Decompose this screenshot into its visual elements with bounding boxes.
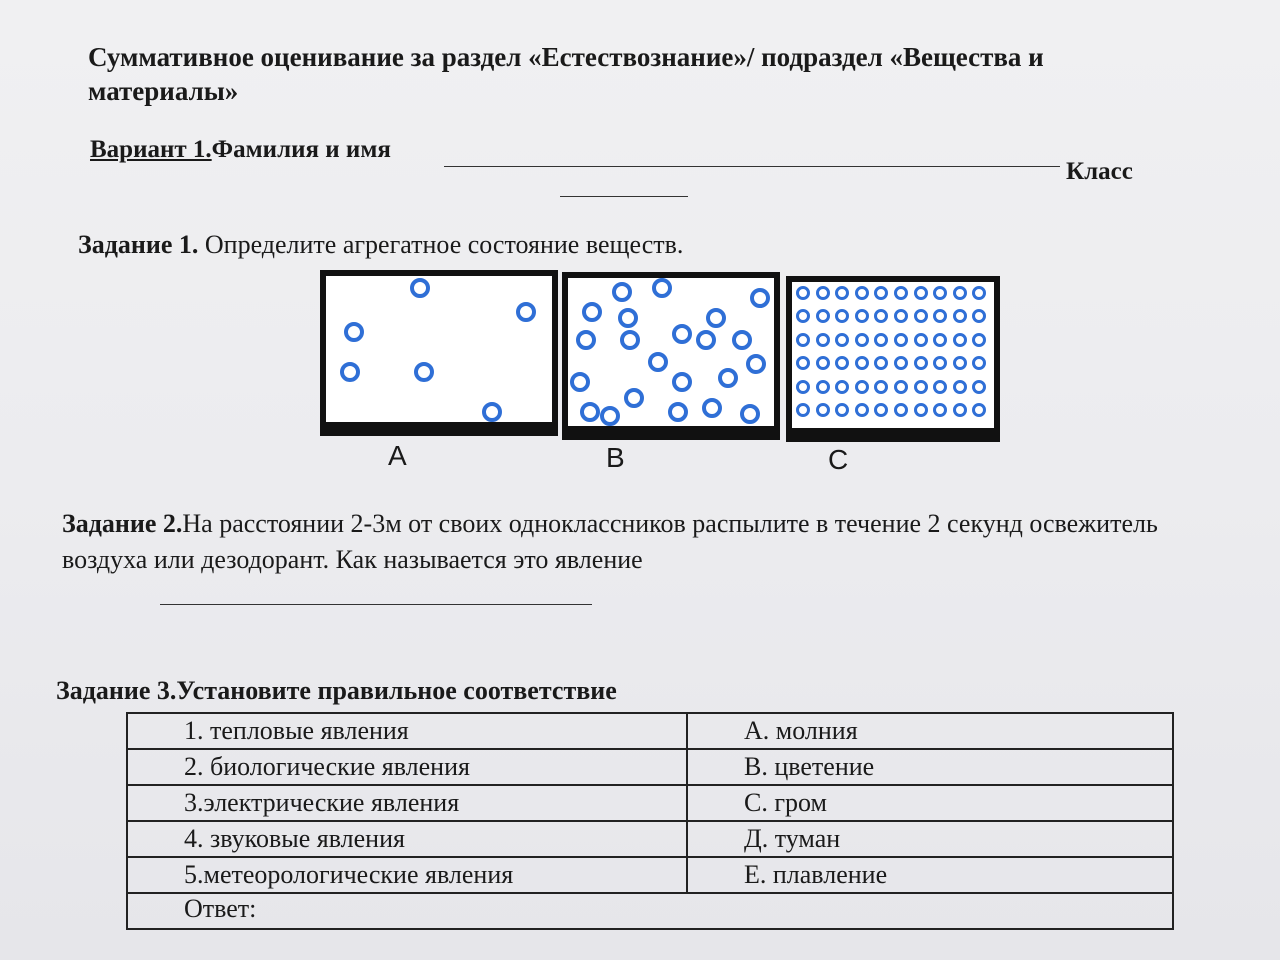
table-cell-right: А. молния (687, 713, 1173, 749)
page-title (88, 40, 1044, 108)
matching-table (126, 712, 1174, 930)
particle-box-gas (320, 270, 558, 436)
answer-input-line[interactable] (160, 604, 592, 605)
particle (874, 356, 888, 370)
particle (620, 330, 640, 350)
particle (914, 380, 928, 394)
particle (894, 286, 908, 300)
title-line-2: материалы» (88, 76, 239, 106)
particle (672, 372, 692, 392)
particle (914, 286, 928, 300)
particle (796, 356, 810, 370)
particle (953, 403, 967, 417)
particle (570, 372, 590, 392)
particle (718, 368, 738, 388)
particle (835, 356, 849, 370)
particle (874, 333, 888, 347)
particle (874, 380, 888, 394)
table-row (127, 857, 1173, 893)
particle (914, 309, 928, 323)
particle (953, 356, 967, 370)
particle (835, 286, 849, 300)
task-2-label: Задание 2. (62, 509, 183, 538)
box-label-b: В (606, 442, 625, 473)
particle (953, 333, 967, 347)
particle (855, 403, 869, 417)
table-row (127, 749, 1173, 785)
particle (702, 398, 722, 418)
name-input-line[interactable] (444, 166, 1060, 167)
table-row (127, 821, 1173, 857)
table-cell-right: С. гром (687, 785, 1173, 821)
particle (835, 309, 849, 323)
table-row (127, 713, 1173, 749)
table-cell-left: 1. тепловые явления (127, 713, 687, 749)
particle (816, 403, 830, 417)
particle (482, 402, 502, 422)
particle (953, 380, 967, 394)
particle (972, 356, 986, 370)
particle (972, 286, 986, 300)
particle (894, 309, 908, 323)
student-info (90, 136, 391, 164)
particle (835, 403, 849, 417)
particle (796, 403, 810, 417)
particle (410, 278, 430, 298)
box-label-c: С (828, 444, 849, 475)
particle (855, 380, 869, 394)
task-3 (56, 676, 617, 706)
particle (855, 333, 869, 347)
task-2-text: На расстоянии 2-3м от своих одноклассников распылите в течение 2 секунд освежитель воздуха или дезодорант. Как называется это явление (62, 509, 1158, 574)
table-cell-left: 4. звуковые явления (127, 821, 687, 857)
particle (672, 324, 692, 344)
particle (972, 333, 986, 347)
particle (652, 278, 672, 298)
particle (696, 330, 716, 350)
particle (576, 330, 596, 350)
particle (612, 282, 632, 302)
particle (874, 309, 888, 323)
particle (816, 356, 830, 370)
particle (816, 309, 830, 323)
table-row (127, 785, 1173, 821)
particle (914, 403, 928, 417)
particle (894, 333, 908, 347)
particle (835, 380, 849, 394)
particle (740, 404, 760, 424)
particle (750, 288, 770, 308)
particle (796, 286, 810, 300)
particle (746, 354, 766, 374)
name-label: Фамилия и имя (211, 136, 391, 163)
title-line-1: Суммативное оценивание за раздел «Естествознание»/ подраздел «Вещества и (88, 42, 1044, 72)
particle (933, 380, 947, 394)
task-1-text: Определите агрегатное состояние веществ. (204, 230, 684, 259)
particle (953, 309, 967, 323)
particle (816, 333, 830, 347)
task-1-label: Задание 1. (78, 230, 199, 259)
class-label: Класс (1066, 158, 1133, 185)
particle (874, 286, 888, 300)
variant-label: Вариант 1. (90, 136, 212, 163)
task-3-label: Задание 3. (56, 676, 177, 705)
particle (796, 309, 810, 323)
particle (835, 333, 849, 347)
particle (816, 286, 830, 300)
answer-label[interactable]: Ответ: (127, 893, 1173, 929)
particle (706, 308, 726, 328)
particle (516, 302, 536, 322)
particle (972, 380, 986, 394)
particle (855, 286, 869, 300)
particle (668, 402, 688, 422)
particle (894, 403, 908, 417)
task-1 (78, 230, 683, 260)
particle (580, 402, 600, 422)
particle (816, 380, 830, 394)
particle (933, 356, 947, 370)
particle (855, 309, 869, 323)
particle (340, 362, 360, 382)
particle (972, 309, 986, 323)
class-input-line[interactable] (560, 196, 688, 197)
particle (914, 333, 928, 347)
particle (796, 380, 810, 394)
particle (933, 286, 947, 300)
answer-row[interactable] (127, 893, 1173, 929)
table-cell-left: 3.электрические явления (127, 785, 687, 821)
task-2 (62, 506, 1162, 578)
particle-box-solid (786, 276, 1000, 442)
particle (874, 403, 888, 417)
box-label-a: А (388, 440, 407, 471)
particle (414, 362, 434, 382)
particle (344, 322, 364, 342)
table-cell-left: 2. биологические явления (127, 749, 687, 785)
particle (933, 333, 947, 347)
particle (972, 403, 986, 417)
table-cell-right: Е. плавление (687, 857, 1173, 893)
particle (953, 286, 967, 300)
task-3-text: Установите правильное соответствие (176, 676, 617, 705)
particle (582, 302, 602, 322)
particle (914, 356, 928, 370)
table-cell-right: Д. туман (687, 821, 1173, 857)
particle (600, 406, 620, 426)
particle (855, 356, 869, 370)
particle (648, 352, 668, 372)
particle (618, 308, 638, 328)
particle (894, 380, 908, 394)
particle (624, 388, 644, 408)
particle-box-liquid (562, 272, 780, 440)
table-cell-left: 5.метеорологические явления (127, 857, 687, 893)
particle (933, 403, 947, 417)
particle (732, 330, 752, 350)
particle (933, 309, 947, 323)
table-cell-right: В. цветение (687, 749, 1173, 785)
particle (796, 333, 810, 347)
particle (894, 356, 908, 370)
